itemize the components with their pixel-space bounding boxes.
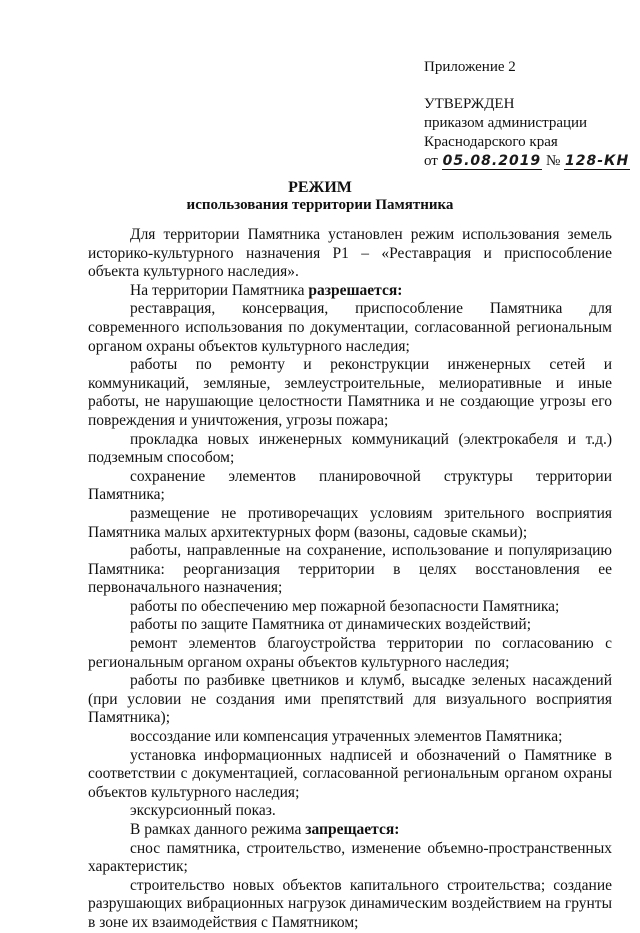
approved-heading: УТВЕРЖДЕН [424, 96, 515, 112]
number-sign: № [545, 153, 561, 169]
paragraph [88, 821, 612, 840]
approval-stamp-block [424, 58, 630, 171]
paragraph-text: На территории Памятника [130, 281, 309, 299]
document-title: РЕЖИМ [288, 179, 352, 196]
paragraph-emphasis: разрешается: [308, 281, 403, 299]
paragraph-text: работы по разбивке цветников и клумб, высадке зеленых насаждений (при условии не создания ими препятствий для визуального восприятия Памятника); [88, 672, 612, 727]
paragraph-text: реставрация, консервация, приспособление Памятника для современного использования по документации, согласованной региональным органом охраны объектов культурного наследия; [88, 300, 612, 355]
paragraph-text: экскурсионный показ. [130, 802, 276, 820]
handwritten-date: 05.08.2019 [442, 153, 542, 169]
paragraph-text: ремонт элементов благоустройства территории по согласованию с региональным органом охраны объектов культурного наследия; [88, 635, 612, 671]
date-prefix: от [424, 153, 438, 169]
paragraph-text: Для территории Памятника установлен режим использования земель историко-культурного назначения Р1 – «Реставрация и приспособление объекта культурного наследия». [88, 226, 612, 281]
paragraph [88, 747, 612, 803]
appendix-label: Приложение 2 [424, 59, 516, 75]
paragraph-text: работы по защите Памятника от динамических воздействий; [130, 616, 532, 634]
paragraph-text: строительство новых объектов капитального строительства; создание разрушающих вибрационных нагрузок динамическим воздействием на грунты в зоне их взаимодействия с Памятником; [88, 876, 612, 931]
paragraph-text: размещение не противоречащих условиям зрительного восприятия Памятника малых архитектурных форм (вазоны, садовые скамьи); [88, 504, 612, 541]
paragraph [88, 356, 612, 430]
paragraph [88, 282, 612, 301]
paragraph [88, 728, 612, 747]
paragraph [88, 431, 612, 468]
paragraph [88, 802, 612, 821]
paragraph-text: работы по ремонту и реконструкции инженерных сетей и коммуникаций, земляные, землеустроительные, мелиоративные и иные работы, не нарушающие целостности Памятника и не создающие угрозы его повреждения и уничтожения, угрозы пожара; [88, 356, 612, 429]
paragraph-text: В рамках данного режима [130, 821, 306, 838]
paragraph [88, 468, 612, 505]
paragraph-emphasis: запрещается: [305, 821, 400, 838]
paragraph [88, 616, 612, 635]
paragraph [88, 635, 612, 672]
paragraph [88, 542, 612, 598]
paragraph-text: работы, направленные на сохранение, использование и популяризацию Памятника: реорганизация территории в целях восстановления ее первоначального назначения; [88, 542, 612, 597]
paragraph-text: установка информационных надписей и обозначений о Памятнике в соответствии с документацией, согласованной региональным органом охраны объектов культурного наследия; [88, 746, 612, 801]
paragraph-text: воссоздание или компенсация утраченных элементов Памятника; [130, 728, 563, 746]
approval-line-2: Краснодарского края [424, 134, 558, 150]
paragraph [88, 672, 612, 728]
paragraph-text: снос памятника, строительство, изменение объемно-пространственных характеристик; [88, 839, 612, 876]
paragraph-text: работы по обеспечению мер пожарной безопасности Памятника; [130, 597, 560, 615]
document-subtitle: использования территории Памятника [186, 197, 454, 213]
paragraph-text: прокладка новых инженерных коммуникаций (электрокабеля и т.д.) подземным способом; [88, 430, 612, 467]
paragraph [88, 840, 612, 877]
paragraph-text: сохранение элементов планировочной структуры территории Памятника; [88, 467, 612, 504]
paragraph [88, 505, 612, 542]
paragraph [88, 598, 612, 617]
paragraph [88, 300, 612, 356]
paragraph [88, 226, 612, 282]
handwritten-number: 128-КН [565, 153, 630, 169]
approval-date-line [424, 152, 630, 171]
document-body [88, 226, 612, 933]
approval-line-1: приказом администрации [424, 115, 588, 131]
